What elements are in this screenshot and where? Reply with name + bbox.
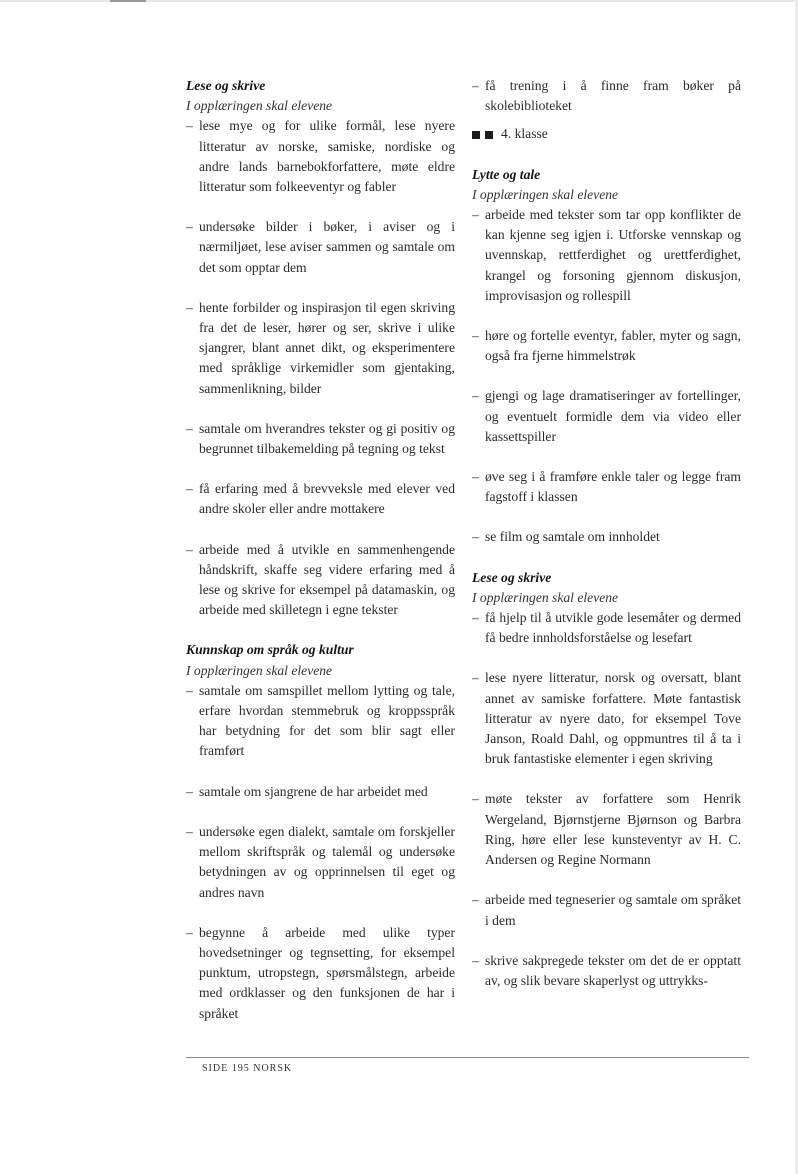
list-item: – arbeide med tekster som tar opp konflikter de kan kjenne seg igjen i. Utforske vennskap og uvennskap, rettferdighet og urettferdighet, krangel og forsoning gjennom diskusjon, improvisasjon og rollespill <box>472 205 741 306</box>
left-column <box>186 76 455 1024</box>
list-item: – lese nyere litteratur, norsk og oversatt, blant annet av samiske forfattere. Møte fantastisk litteratur av nyere dato, for eksempel Tove Janson, Roald Dahl, og oppmuntres til å ta i bruk fantastiske elementer i egen skriving <box>472 668 741 769</box>
section-subheading: I opplæringen skal elevene <box>472 589 619 605</box>
list-item: – samtale om sjangrene de har arbeidet med <box>186 782 455 802</box>
top-mark <box>110 0 146 2</box>
list-item: – få hjelp til å utvikle gode lesemåter og dermed få bedre innholdsforståelse og lesefart <box>472 608 741 648</box>
section-heading: Lese og skrive <box>186 78 266 93</box>
footer-divider <box>186 1057 749 1058</box>
list-item: – arbeide med å utvikle en sammenhengende håndskrift, skaffe seg videre erfaring med å lese og skrive for eksempel på datamaskin, og arbeide med skilletegn i egne tekster <box>186 540 455 621</box>
section-heading: Kunnskap om språk og kultur <box>186 642 354 658</box>
list-item: – møte tekster av forfattere som Henrik Wergeland, Bjørnstjerne Bjørnson og Barbra Ring, høre eller lese kunsteventyr av H. C. Andersen og Regine Normann <box>472 789 741 870</box>
square-bullet-icon <box>472 131 480 139</box>
list-item: – begynne å arbeide med ulike typer hovedsetninger og tegnsetting, for eksempel punktum, utropstegn, spørsmålstegn, arbeide med ordklasser og den funksjonen de har i språket <box>186 923 455 1024</box>
section-heading: Lese og skrive <box>472 569 552 585</box>
list-item: – arbeide med tegneserier og samtale om språket i dem <box>472 890 741 930</box>
page-footer: SIDE 195 NORSK <box>202 1063 293 1074</box>
list-item: – få trening i å finne fram bøker på skolebiblioteket <box>472 76 741 116</box>
list-item: – se film og samtale om innholdet <box>472 527 741 547</box>
list-item: – samtale om samspillet mellom lytting og tale, erfare hvordan stemmebruk og kroppsspråk har betydning for det som blir sagt eller framført <box>186 681 455 762</box>
list-item: – gjengi og lage dramatiseringer av fortellinger, og eventuelt formidle dem via video eller kassettspiller <box>472 386 741 447</box>
section-heading: Lytte og tale <box>472 166 541 182</box>
list-item: – få erfaring med å brevveksle med elever ved andre skoler eller andre mottakere <box>186 479 455 519</box>
list-item: – undersøke egen dialekt, samtale om forskjeller mellom skriftspråk og talemål og undersøke betydningen av og opprinnelsen til eget og andres navn <box>186 822 455 903</box>
list-item: – hente forbilder og inspirasjon til egen skriving fra det de leser, hører og ser, skrive i ulike sjangrer, blant annet dikt, og eksperimentere med språklige virkemidler som gjentaking, sammenlikning, bilder <box>186 298 455 399</box>
list-item: – øve seg i å framføre enkle taler og legge fram fagstoff i klassen <box>472 467 741 507</box>
section-subheading: I opplæringen skal elevene <box>186 98 333 114</box>
right-column <box>472 76 741 991</box>
grade-marker <box>472 124 741 144</box>
list-item: – høre og fortelle eventyr, fabler, myter og sagn, også fra fjerne himmelstrøk <box>472 326 741 366</box>
list-item: – skrive sakpregede tekster om det de er opptatt av, og slik bevare skaperlyst og uttrykks- <box>472 951 741 991</box>
square-bullet-icon <box>485 131 493 139</box>
section-subheading: I opplæringen skal elevene <box>472 186 619 202</box>
list-item: – lese mye og for ulike formål, lese nyere litteratur av norske, samiske, nordiske og andre lands barnebokforfattere, møte eldre litteratur som folkeeventyr og fabler <box>186 116 455 197</box>
list-item: – undersøke bilder i bøker, i aviser og i nærmiljøet, lese aviser sammen og samtale om det som opptar dem <box>186 217 455 278</box>
section-subheading: I opplæringen skal elevene <box>186 662 333 678</box>
grade-label: 4. klasse <box>501 126 548 142</box>
list-item: – samtale om hverandres tekster og gi positiv og begrunnet tilbakemelding på tegning og tekst <box>186 419 455 459</box>
